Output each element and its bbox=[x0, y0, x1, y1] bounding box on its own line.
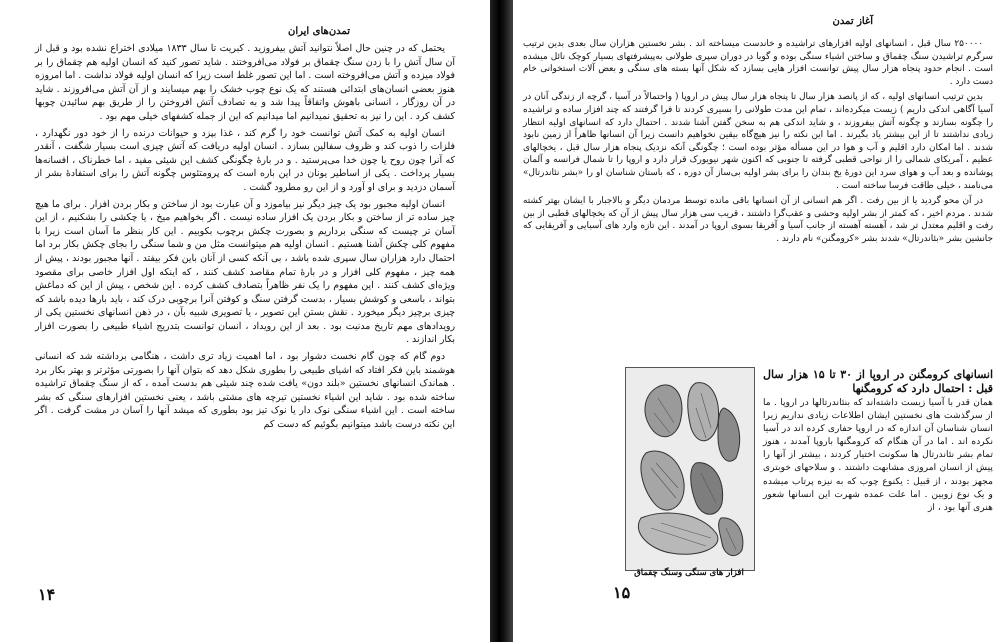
paragraph: ۲۵۰۰۰۰ سال قبل ، انسانهای اولیه افزارهای تراشیده و خاندست میساخته اند . بشر نخستین هزاران سال بعدی بدین ترتیب سرگرم تراشیدن سنگ چقماق و ساختن اشیاء سنگی بوده و گویا در دوران سپری طولانی به‌پیشرفتهای بسیار کوچک نائل میشده است . انجام حدود پنجاه هزار سال پیش توانست افزار هایی بسازد که شکل آنها بسته های سنگی و بعض آلات استخوانی خام دست دارد . bbox=[523, 39, 993, 87]
paragraph: در آن محو گردید یا از بین رفت . اگر هم انسانی از آن انسانها باقی مانده توسط مردمان دیگر و بالاجبار با ایشان بهتر کشته شدند . مردم اخیر ، که کمتر از بشر اولیه وحشی و عقب‌گرا داشتند ، قریب سی هزار سال پیش از آن که یخچالهای قطبی از بین رفت و اقلیم معتدل تر شد ، آهسته آهسته از جانب آسیا و آفریقا بسوی اروپا در آمدند . این تازه وارد های آسیایی و آفریقایی که جانشین بشر «بئاندرتال» شدند بشر «کرومگنن» نام دارند . bbox=[523, 196, 993, 244]
right-page bbox=[513, 0, 998, 642]
body-text bbox=[523, 38, 993, 249]
side-paragraph: همان قدر با آسیا زیست داشته‌اند که بنئاندرتالها در اروپا . ما از سرگذشت های نخستین ایشان اطلاعات زیادی نداریم زیرا انسان شناسان آن اندازه که در اروپا حفاری کرده اند در آسیا نکرده اند . اما در آن هنگام که کرومگنها باروپا آمدند ، هنوز تمام بشر نئاندرتال ها سکونت اختیار کردند ، بیشتر از آنها را پیش از انسان امروزی مشابهت داشتند . و سلاحهای خوبتری مجهز بودند ، از قبیل : یکنوع چوب که به نیزه پرتاب میشده و یک نوع زوبین . اما علت عمده شهرت این انسانها شعور هنری آنها بود ، از bbox=[763, 397, 993, 513]
page-number: ۱۵ bbox=[613, 583, 631, 602]
body-text bbox=[35, 42, 455, 435]
paragraph: دوم گام که چون گام نخست دشوار بود ، اما اهمیت زیاد تری داشت ، هنگامی برداشته شد که انسانی هوشمند باین فکر افتاد که اشیای طبیعی را بطوری شکل دهد که بتوان آنها را بصورتی مؤثرتر و بهتر بکار برد . هماندک انسانهای نخستین «بلند دون» یافت شده چند شیئی هم بدست آمده ، که از سنگ چقماق تراشیده ساخته شده بود . شاید این اشیاء نخستین تیرچه های مشتی باشد ، یعنی نخستین افزارهای سنگی که بشر ساخته است . این اشیاء سنگی نوک دار یا نوک تیز بود بطوری که میشد آنها را آسان در مشت گرفت . اگر این نکته درست باشد میتوانیم بگوئیم که دست کم bbox=[35, 351, 455, 431]
left-page bbox=[0, 0, 490, 642]
running-header: تمدن‌های ایران bbox=[288, 26, 350, 37]
paragraph: انسان اولیه مجبور بود یک چیز دیگر نیز بیاموزد و آن عبارت بود از ساختن و بکار بردن افزار . برای ما هیچ چیز ساده تر از ساختن و بکار بردن یک افزار ساده نیست . اگر بخواهیم میخ ، یا چکشی را بشکنیم ، از این آسان تر چیست که سنگی برداریم و بصورت چکش برچوب بکوبیم . این کار بنظر ما آسان است زیرا با مفهوم کلی چکش آشنا هستیم . انسان اولیه هم میتوانست مثل من و شما سنگی را بجای چکش بکار برد اما احتمال دارد هزاران سال سپری شده باشد ، بی آنکه کسی از آنان باین فکر بیفتد . آنها مجبور بودند ، پیش از همه چیز ، مفهوم کلی افزار و در بارهٔ تمام مقاصد کشف کنند ، که اینکه اول افزار خاصی برای مقصود ویژه‌ای کشف کنند . این مفهوم را یک نفر ظاهراً بتصادف کشف کرده . این شخص ، پیش از این که دماغش بتواند ، باسعی و کوشش بسیار ، بدست گرفتن سنگ و کوفتن آنرا برچوبی درک کند ، باید بارها دیده باشد که چیزی برچیز دیگر میخورد . نقش بستن این تصویر ، یا تصویری شبیه بآن ، در ذهن انسانهای نخستین یکی از رویدادهای مهم تاریخ مدنیت بود . بعد از این رویداد ، انسان توانست بتدریج اشیاء طبیعی را بصورت افزار بکار اندازند . bbox=[35, 198, 455, 346]
stone-tools-illustration bbox=[625, 367, 755, 571]
page-number: ۱۴ bbox=[38, 585, 56, 604]
stone-tools-drawing bbox=[626, 368, 754, 570]
paragraph: بدین ترتیب انسانهای اولیه ، که از پانصد هزار سال تا پنجاه هزار سال پیش در اروپا ( واحتمالاً در آسیا ، گرچه از زندگی آنان در آسیا آگاهی اندکی داریم ) زیست میکرده‌اند ، تمام این مدت طولانی را بسیری کردند تا فرا گرفتند که چند افزار ساده و تراشیده را چگونه بسازند و چگونه آتش بیفروزند ، و شاید اندکی هم به سخن گفتن آشنا شدند . احتمال دارد که انسانهای اولیه انتظار زیادی نداشتند تا از این بیشتر یاد بگیرند . اما این نکته را نیز هیچ‌گاه بیقین نخواهیم دانست زیرا آن انسانها ظاهراً از زمین نابود شدند . اما امکان دارد اقلیم و آب و هوا در این مسأله مؤثر بوده است ؛ چگونگی آنکه نزدیک پنجاه هزار سال قبل ، یخچالهای عظیم ، آمریکای شمالی را از نواحی قطبی گرفته تا جنوبی که اکنون شهر نیویورک قرار دارد و اروپا را تا شمال فرانسه و آلمان پوشانده و بعد آب و هوای سرد این دورهٔ یخ بندان را برای بشر اولیه بی‌ساز آن دوره ، که باستان شناسان او را «بشر نئاندرتال» می‌نامند ، خیلی طاقت فرسا ساخته است . bbox=[523, 92, 993, 191]
paragraph: انسان اولیه به کمک آتش توانست خود را گرم کند ، غذا بپزد و حیوانات درنده را از خود دور نگهدارد ، فلزات را ذوب کند و ظروف سفالین بسازد . انسان اولیه دریافت که آتش چیزی است بسیار شگفت ، آنقدر که آنرا چون روح یا چون خدا می‌پرستید . و در بارهٔ چگونگی کشف این شیئی مفید ، اما خطرناک ، افسانه‌ها بسیار پرداخت . یکی از اساطیر یونان در این باره است که پرومتئوس چگونه آتش را برای استفادهٔ بشر از آسمان دزدید و برای او آورد و از این رو مطرود گشت . bbox=[35, 127, 455, 193]
paragraph: یحتمل که در چنین حال اصلاً نتوانید آتش بیفروزید . کبریت تا سال ۱۸۳۳ میلادی اختراع نشده بود و قبل از آن سال آتش را با زدن سنگ چقماق بر فولاد می‌افروختند . شاید تصور کنید که انسان اولیه هم چقماق را بر فولاد میزده و آتش می‌افروخته است . اما این تصور غلط است زیرا که انسان اولیه فولاد نداشت . اما امروزه هنوز بعضی انسان‌های ابتدائی هستند که یک نوع چوب خشک را بهم میسایند و از آن آتش می‌افروزند . شاید در آن روزگار ، انسانی باهوش واتفاقاً پیدا شد و به تصادف آتش افروختن را از طریق بهم سائیدن چوبها کشف کرد . این را نیز به تحقیق نمیدانیم اما میدانیم که این از جمله کشفهای خیلی مهم بود . bbox=[35, 43, 455, 122]
book-gutter bbox=[490, 0, 513, 642]
figure-caption: افزار های سنگی وسنگ چقماق bbox=[634, 568, 744, 578]
section-title: انسانهای کرومگنن در اروپا از ۳۰ تا ۱۵ هزار سال قبل : احتمال دارد که کرومگنها bbox=[763, 368, 993, 395]
running-header: آغاز تمدن bbox=[832, 16, 873, 27]
side-column bbox=[763, 368, 993, 514]
